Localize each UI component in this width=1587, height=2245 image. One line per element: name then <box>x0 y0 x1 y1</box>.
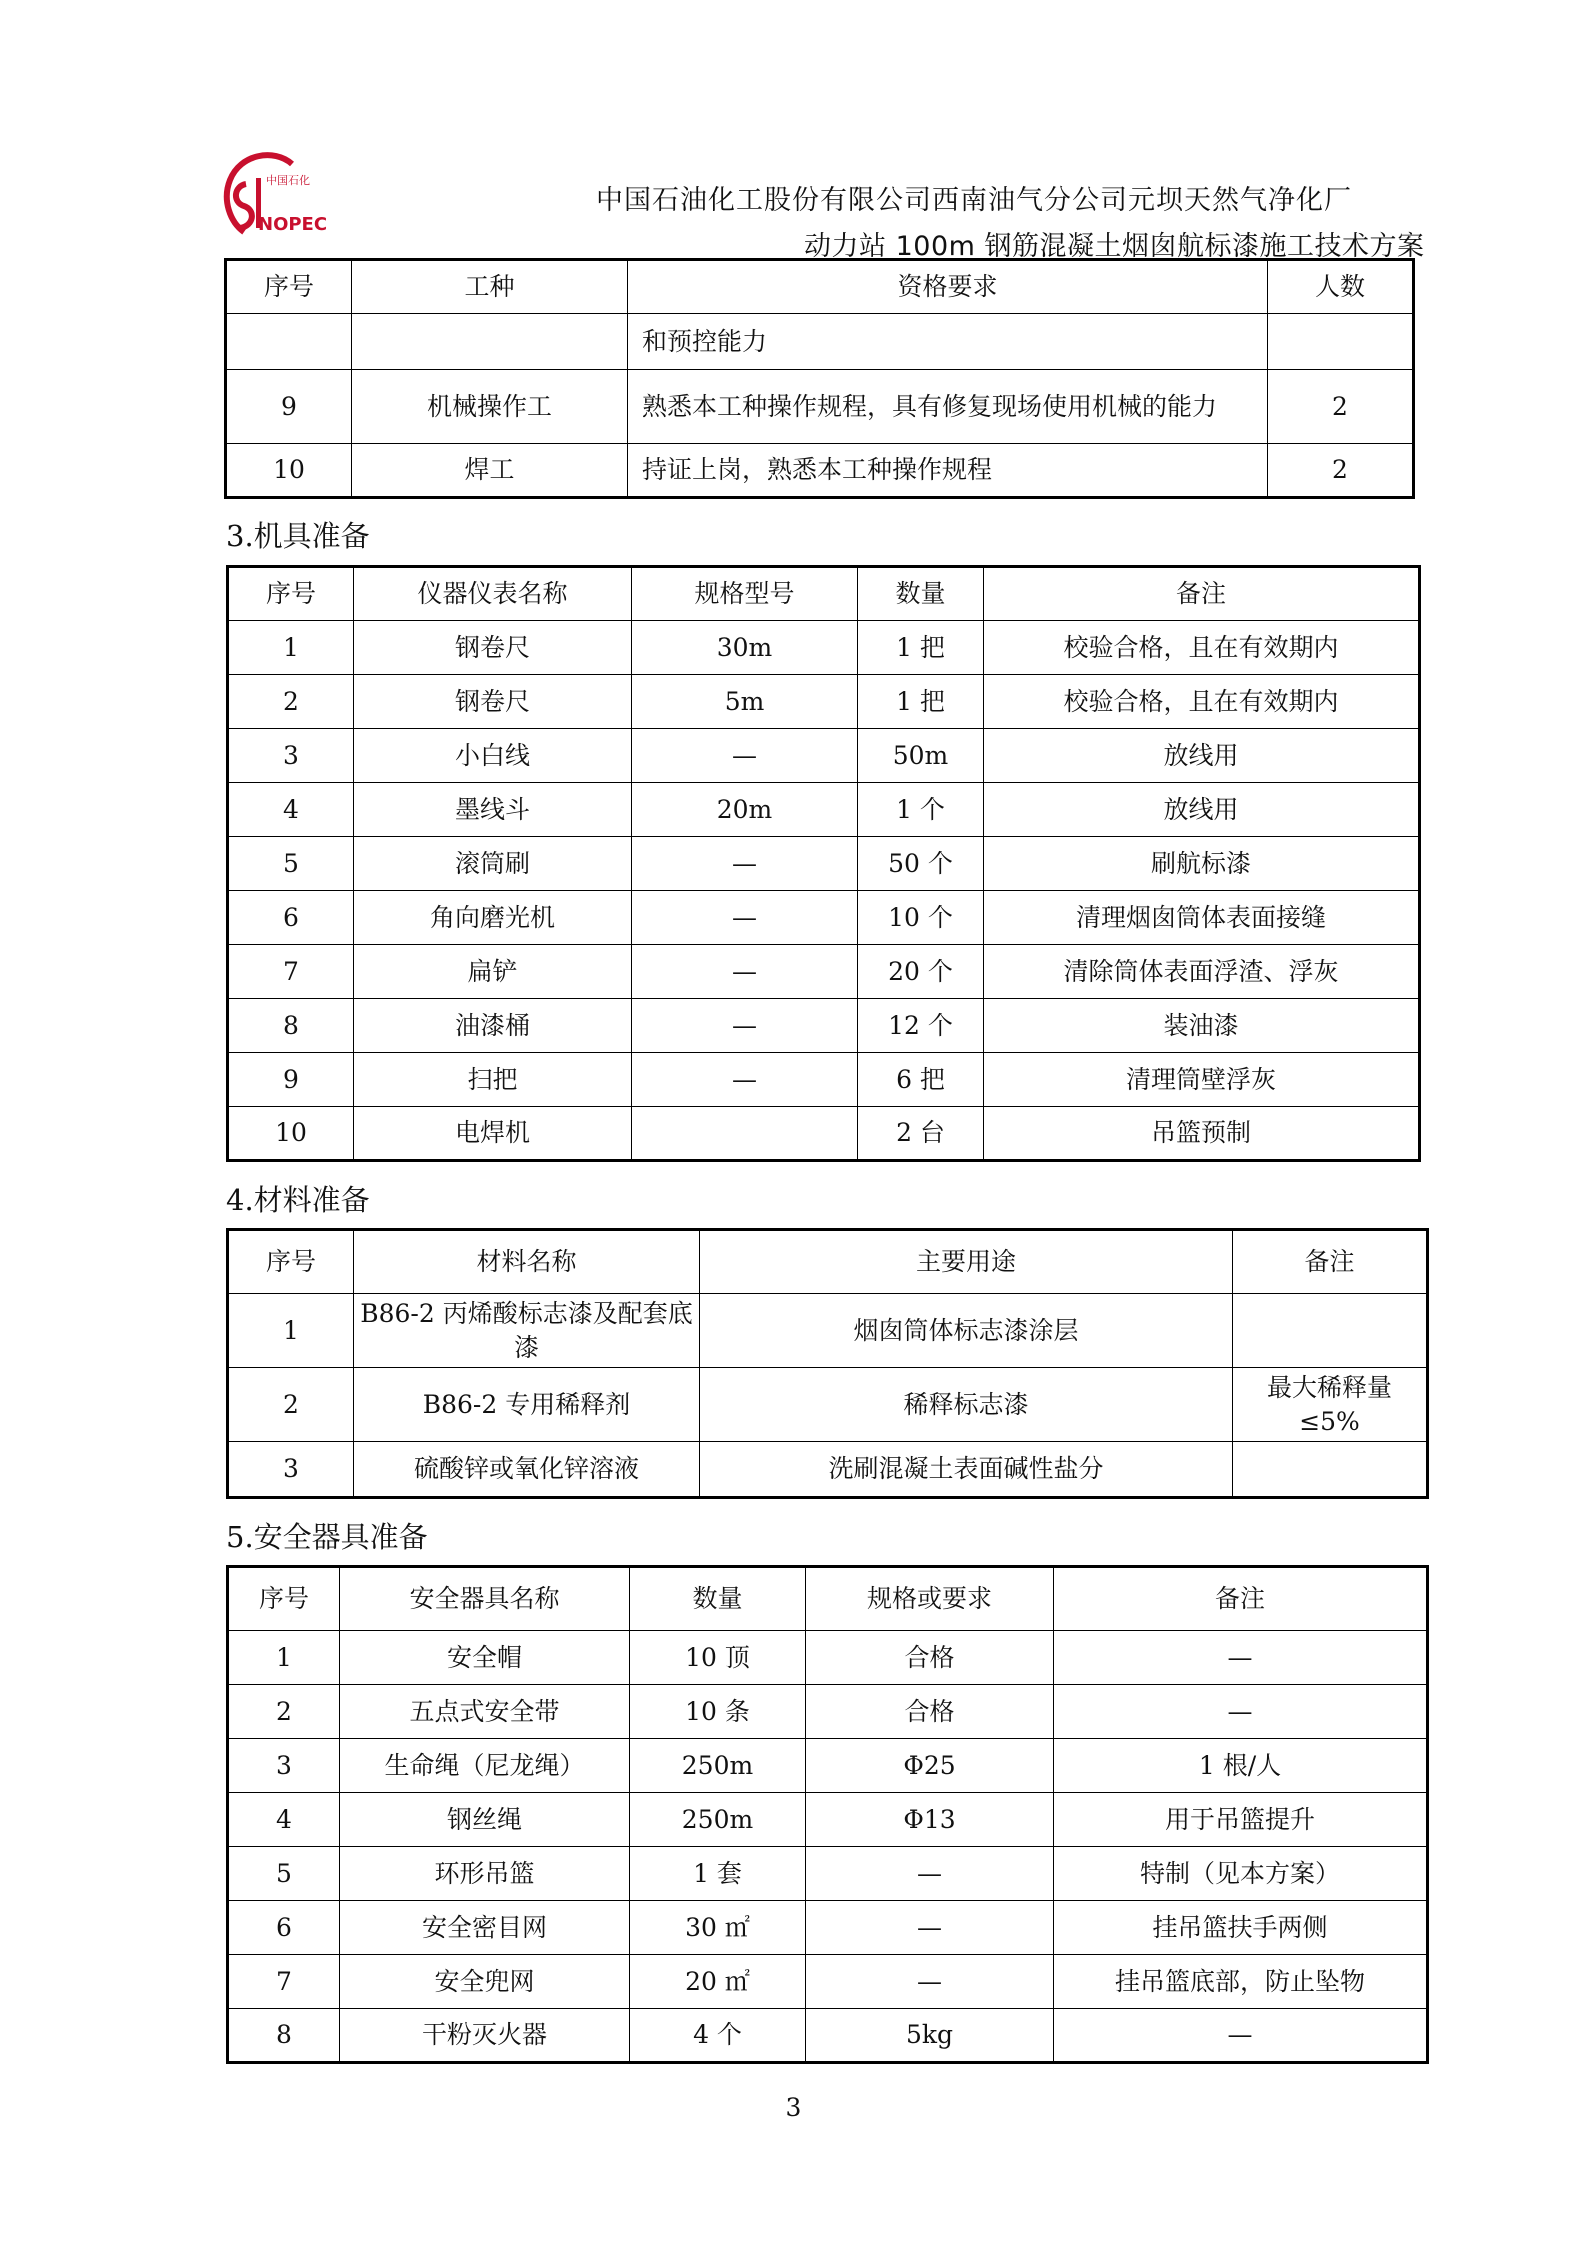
table-cell: 4 <box>228 783 354 837</box>
section-title-tools: 3.机具准备 <box>226 519 370 553</box>
table-row <box>226 444 1414 498</box>
table-row <box>228 1901 1428 1955</box>
table-cell: 油漆桶 <box>354 999 632 1053</box>
section-title-materials: 4.材料准备 <box>226 1183 370 1217</box>
table-cell: — <box>632 891 858 945</box>
table-header-row <box>226 260 1414 314</box>
tools-table <box>226 565 1421 1162</box>
section-title-safety: 5.安全器具准备 <box>226 1520 428 1554</box>
table-cell: 8 <box>228 999 354 1053</box>
table-cell: 墨线斗 <box>354 783 632 837</box>
table-header-cell: 资格要求 <box>628 260 1268 314</box>
table-cell: 250m <box>630 1739 806 1793</box>
table-cell: 放线用 <box>984 783 1420 837</box>
table-row <box>228 1053 1420 1107</box>
table-cell: 烟囱筒体标志漆涂层 <box>700 1294 1233 1368</box>
table-cell: 钢卷尺 <box>354 621 632 675</box>
table-header-row <box>228 1567 1428 1631</box>
table-cell: 10 <box>228 1107 354 1161</box>
table-cell: 角向磨光机 <box>354 891 632 945</box>
table-header-cell: 备注 <box>1054 1567 1428 1631</box>
table-cell: 10 个 <box>858 891 984 945</box>
table-cell: 5m <box>632 675 858 729</box>
table-cell <box>632 1107 858 1161</box>
table-cell: B86-2 丙烯酸标志漆及配套底漆 <box>354 1294 700 1368</box>
table-row <box>228 1294 1428 1368</box>
table-cell: 校验合格，且在有效期内 <box>984 621 1420 675</box>
table-cell: 2 <box>228 1368 354 1442</box>
table-cell: 10 <box>226 444 352 498</box>
table-header-row <box>228 1230 1428 1294</box>
table-cell: 稀释标志漆 <box>700 1368 1233 1442</box>
table-cell: 安全兜网 <box>340 1955 630 2009</box>
table-cell: 干粉灭火器 <box>340 2009 630 2063</box>
table-cell: 电焊机 <box>354 1107 632 1161</box>
table-cell: 3 <box>228 1442 354 1498</box>
table-cell: 和预控能力 <box>628 314 1268 370</box>
materials-table <box>226 1228 1429 1499</box>
table-header-cell: 序号 <box>228 1230 354 1294</box>
table-row <box>228 1368 1428 1442</box>
page-number: 3 <box>785 2093 802 2122</box>
table-header-cell: 主要用途 <box>700 1230 1233 1294</box>
table-cell: — <box>806 1847 1054 1901</box>
table-row <box>228 783 1420 837</box>
table-cell: 5kg <box>806 2009 1054 2063</box>
table-cell: 安全帽 <box>340 1631 630 1685</box>
table-cell: 1 个 <box>858 783 984 837</box>
table-cell: — <box>806 1901 1054 1955</box>
table-row <box>228 1847 1428 1901</box>
table-row <box>228 1955 1428 2009</box>
table-cell: 5 <box>228 1847 340 1901</box>
table-cell: 9 <box>226 370 352 444</box>
table-cell: 1 <box>228 621 354 675</box>
table-cell: 20 个 <box>858 945 984 999</box>
table-row <box>228 1739 1428 1793</box>
table-header-cell: 序号 <box>228 567 354 621</box>
table-cell: — <box>806 1955 1054 2009</box>
personnel-table <box>224 258 1415 499</box>
table-cell: 7 <box>228 945 354 999</box>
table-header-cell: 仪器仪表名称 <box>354 567 632 621</box>
table-cell: 洗刷混凝土表面碱性盐分 <box>700 1442 1233 1498</box>
table-row <box>226 370 1414 444</box>
table-cell: 1 把 <box>858 675 984 729</box>
document-title: 动力站 100m 钢筋混凝土烟囱航标漆施工技术方案 <box>804 231 1425 262</box>
table-cell: 4 <box>228 1793 340 1847</box>
table-cell: — <box>632 999 858 1053</box>
table-row <box>228 675 1420 729</box>
table-cell: 12 个 <box>858 999 984 1053</box>
table-cell: 30 ㎡ <box>630 1901 806 1955</box>
table-cell: — <box>632 1053 858 1107</box>
table-cell: 清理烟囱筒体表面接缝 <box>984 891 1420 945</box>
table-cell: 2 <box>228 675 354 729</box>
table-cell: 扫把 <box>354 1053 632 1107</box>
table-cell: 机械操作工 <box>352 370 628 444</box>
table-cell: Φ13 <box>806 1793 1054 1847</box>
table-cell: 6 <box>228 1901 340 1955</box>
table-cell: 五点式安全带 <box>340 1685 630 1739</box>
table-cell: 1 套 <box>630 1847 806 1901</box>
table-cell: — <box>632 945 858 999</box>
table-cell <box>1233 1294 1428 1368</box>
table-cell: 10 顶 <box>630 1631 806 1685</box>
table-cell <box>1233 1442 1428 1498</box>
table-cell: 2 <box>1268 370 1414 444</box>
table-cell: 安全密目网 <box>340 1901 630 1955</box>
table-cell: 最大稀释量≤5% <box>1233 1368 1428 1442</box>
table-cell: 8 <box>228 2009 340 2063</box>
table-cell: 7 <box>228 1955 340 2009</box>
table-cell: 5 <box>228 837 354 891</box>
table-cell: 1 <box>228 1294 354 1368</box>
table-cell: 250m <box>630 1793 806 1847</box>
table-cell: B86-2 专用稀释剂 <box>354 1368 700 1442</box>
table-cell: 滚筒刷 <box>354 837 632 891</box>
table-header-cell: 人数 <box>1268 260 1414 314</box>
company-name: 中国石油化工股份有限公司西南油气分公司元坝天然气净化厂 <box>596 185 1352 216</box>
table-row <box>228 1442 1428 1498</box>
table-row <box>228 1107 1420 1161</box>
table-cell: 生命绳（尼龙绳） <box>340 1739 630 1793</box>
table-cell: 钢丝绳 <box>340 1793 630 1847</box>
table-cell: 50m <box>858 729 984 783</box>
table-cell: 1 根/人 <box>1054 1739 1428 1793</box>
table-cell: 硫酸锌或氧化锌溶液 <box>354 1442 700 1498</box>
table-row <box>228 999 1420 1053</box>
table-cell: 10 条 <box>630 1685 806 1739</box>
table-cell: 刷航标漆 <box>984 837 1420 891</box>
table-header-cell: 备注 <box>1233 1230 1428 1294</box>
table-header-cell: 安全器具名称 <box>340 1567 630 1631</box>
table-cell: 焊工 <box>352 444 628 498</box>
table-row <box>228 621 1420 675</box>
table-row <box>228 945 1420 999</box>
table-cell: 扁铲 <box>354 945 632 999</box>
table-row <box>228 1631 1428 1685</box>
table-header-cell: 工种 <box>352 260 628 314</box>
table-cell: 2 <box>1268 444 1414 498</box>
table-cell: 装油漆 <box>984 999 1420 1053</box>
table-cell <box>226 314 352 370</box>
table-cell: — <box>1054 1685 1428 1739</box>
table-cell: Φ25 <box>806 1739 1054 1793</box>
table-header-cell: 规格型号 <box>632 567 858 621</box>
sinopec-logo <box>222 150 328 248</box>
table-cell: 钢卷尺 <box>354 675 632 729</box>
table-header-cell: 序号 <box>226 260 352 314</box>
table-header-cell: 材料名称 <box>354 1230 700 1294</box>
table-cell: 1 把 <box>858 621 984 675</box>
table-cell: 合格 <box>806 1631 1054 1685</box>
table-cell: 20 ㎡ <box>630 1955 806 2009</box>
table-cell: 小白线 <box>354 729 632 783</box>
table-row <box>228 1685 1428 1739</box>
table-row <box>228 729 1420 783</box>
table-cell: — <box>1054 2009 1428 2063</box>
table-row <box>228 1793 1428 1847</box>
table-row <box>226 314 1414 370</box>
table-cell: 3 <box>228 729 354 783</box>
table-cell: — <box>632 837 858 891</box>
table-header-cell: 备注 <box>984 567 1420 621</box>
table-cell: — <box>1054 1631 1428 1685</box>
svg-text:NOPEC: NOPEC <box>258 214 328 235</box>
table-cell: 熟悉本工种操作规程，具有修复现场使用机械的能力 <box>628 370 1268 444</box>
table-cell: 9 <box>228 1053 354 1107</box>
table-cell: 清除筒体表面浮渣、浮灰 <box>984 945 1420 999</box>
table-cell <box>352 314 628 370</box>
table-cell: 1 <box>228 1631 340 1685</box>
safety-equipment-table <box>226 1565 1429 2064</box>
table-cell: 30m <box>632 621 858 675</box>
table-cell: 4 个 <box>630 2009 806 2063</box>
table-cell: — <box>632 729 858 783</box>
table-cell: 3 <box>228 1739 340 1793</box>
table-cell: 挂吊篮扶手两侧 <box>1054 1901 1428 1955</box>
table-cell: 20m <box>632 783 858 837</box>
table-cell: 特制（见本方案） <box>1054 1847 1428 1901</box>
table-cell: 6 <box>228 891 354 945</box>
table-row <box>228 891 1420 945</box>
table-cell: 2 <box>228 1685 340 1739</box>
table-header-cell: 序号 <box>228 1567 340 1631</box>
table-header-row <box>228 567 1420 621</box>
table-cell: 放线用 <box>984 729 1420 783</box>
table-header-cell: 数量 <box>630 1567 806 1631</box>
table-cell: 环形吊篮 <box>340 1847 630 1901</box>
table-cell: 吊篮预制 <box>984 1107 1420 1161</box>
table-row <box>228 837 1420 891</box>
table-cell: 持证上岗，熟悉本工种操作规程 <box>628 444 1268 498</box>
table-cell: 2 台 <box>858 1107 984 1161</box>
table-cell <box>1268 314 1414 370</box>
table-cell: 50 个 <box>858 837 984 891</box>
table-cell: 挂吊篮底部，防止坠物 <box>1054 1955 1428 2009</box>
table-cell: 清理筒壁浮灰 <box>984 1053 1420 1107</box>
table-header-cell: 数量 <box>858 567 984 621</box>
table-cell: 用于吊篮提升 <box>1054 1793 1428 1847</box>
svg-text:中国石化: 中国石化 <box>266 174 310 187</box>
table-header-cell: 规格或要求 <box>806 1567 1054 1631</box>
table-cell: 6 把 <box>858 1053 984 1107</box>
table-cell: 校验合格，且在有效期内 <box>984 675 1420 729</box>
table-cell: 合格 <box>806 1685 1054 1739</box>
table-row <box>228 2009 1428 2063</box>
